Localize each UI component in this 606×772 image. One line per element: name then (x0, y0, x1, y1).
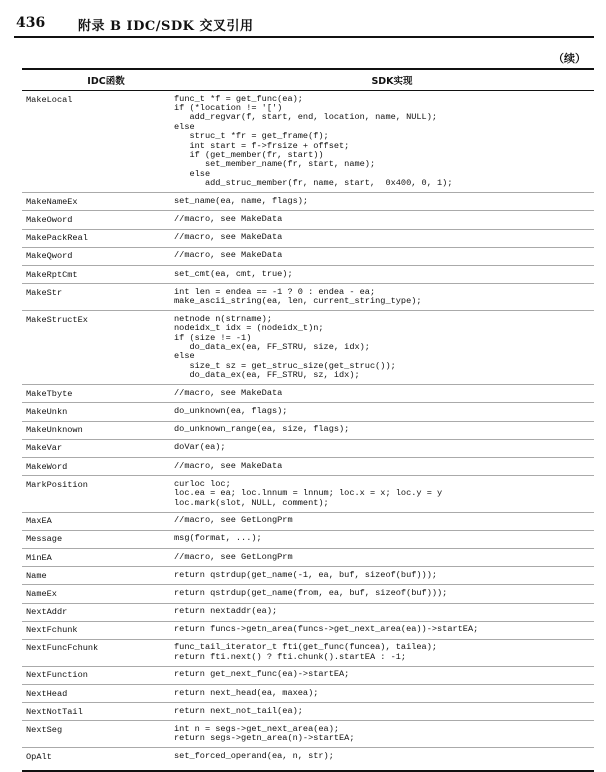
idc-function-name: NextSeg (26, 725, 63, 736)
idc-function-name: MakeWord (26, 461, 68, 472)
idc-function-name: MakeVar (26, 443, 63, 454)
sdk-implementation-code: //macro, see GetLongPrm (174, 515, 293, 526)
idc-function-name: NextFuncFchunk (26, 643, 99, 654)
continued-label: （续） (553, 52, 586, 65)
table-row (22, 403, 594, 421)
sdk-implementation-code: do_unknown_range(ea, size, flags); (174, 424, 350, 435)
page-number: 436 (16, 15, 46, 31)
sdk-implementation-code: set_cmt(ea, cmt, true); (174, 268, 293, 279)
idc-function-name: NextHead (26, 688, 68, 699)
sdk-implementation-code: return get_next_func(ea)->startEA; (174, 669, 350, 680)
idc-function-name: NextFchunk (26, 625, 78, 636)
idc-function-name: MaxEA (26, 516, 52, 527)
table-row (22, 567, 594, 585)
idc-function-name: MakeStructEx (26, 314, 88, 325)
table-body (22, 91, 594, 766)
idc-function-name: MakeTbyte (26, 388, 73, 399)
idc-function-name: MakeOword (26, 215, 73, 226)
sdk-implementation-code: //macro, see MakeData (174, 460, 283, 471)
sdk-implementation-code: int len = endea == -1 ? 0 : endea - ea; make_ascii_string(ea, len, current_string_type); (174, 286, 422, 307)
sdk-implementation-code: curloc loc; loc.ea = ea; loc.lnnum = lnnum; loc.x = x; loc.y = y loc.mark(slot, NULL, comment); (174, 478, 443, 508)
table-row (22, 91, 594, 193)
sdk-implementation-code: return next_not_tail(ea); (174, 705, 303, 716)
sdk-implementation-code: //macro, see MakeData (174, 250, 283, 261)
sdk-implementation-code: netnode n(strname); nodeidx_t idx = (nodeidx_t)n; if (size != -1) do_data_ex(ea, FF_STRU, size, idx); else size_t sz = get_struc_size(get_struc()); do_data_ex(ea, FF_STRU, sz, idx); (174, 313, 396, 381)
table-row (22, 385, 594, 403)
idc-function-name: Message (26, 534, 63, 545)
sdk-implementation-code: func_tail_iterator_t fti(get_func(funcea), tailea); return fti.next() ? fti.chunk().startEA : -1; (174, 642, 438, 662)
running-title: 附录 B IDC/SDK 交叉引用 (78, 19, 254, 34)
sdk-implementation-code: //macro, see MakeData (174, 232, 283, 243)
table-header (22, 70, 594, 90)
sdk-implementation-code: return nextaddr(ea); (174, 606, 278, 617)
sdk-implementation-code: return funcs->getn_area(funcs->get_next_area(ea))->startEA; (174, 624, 479, 635)
idc-function-name: NextFunction (26, 670, 88, 681)
sdk-implementation-code: msg(format, ...); (174, 533, 262, 544)
table-row (22, 193, 594, 211)
table-bottom-rule (22, 770, 594, 772)
sdk-implementation-code: int n = segs->get_next_area(ea); return segs->getn_area(n)->startEA; (174, 724, 355, 744)
table-row (22, 476, 594, 512)
idc-function-name: MakePackReal (26, 233, 88, 244)
table-row (22, 211, 594, 229)
table-row (22, 422, 594, 440)
idc-function-name: MakeStr (26, 287, 63, 298)
idc-function-name: MakeQword (26, 251, 73, 262)
sdk-implementation-code: doVar(ea); (174, 442, 226, 453)
table-row (22, 721, 594, 748)
table-row (22, 685, 594, 703)
sdk-implementation-code: return qstrdup(get_name(from, ea, buf, sizeof(buf))); (174, 587, 448, 598)
idc-function-name: NextAddr (26, 607, 68, 618)
idc-function-name: MakeLocal (26, 94, 73, 105)
table-row (22, 748, 594, 765)
sdk-implementation-code: set_name(ea, name, flags); (174, 195, 309, 206)
table-row (22, 458, 594, 476)
sdk-implementation-code: //macro, see GetLongPrm (174, 551, 293, 562)
idc-function-name: NameEx (26, 588, 57, 599)
table-row (22, 513, 594, 531)
idc-function-name: Name (26, 570, 47, 581)
sdk-implementation-code: return qstrdup(get_name(-1, ea, buf, sizeof(buf))); (174, 569, 438, 580)
table-row (22, 703, 594, 721)
table-row (22, 440, 594, 458)
table-row (22, 266, 594, 284)
idc-function-name: OpAlt (26, 752, 52, 763)
table-row (22, 604, 594, 622)
idc-function-name: MarkPosition (26, 479, 88, 490)
table-row (22, 230, 594, 248)
idc-sdk-table (22, 68, 594, 772)
sdk-implementation-code: //macro, see MakeData (174, 387, 283, 398)
header-rule (14, 36, 594, 38)
table-row (22, 549, 594, 567)
page-header (14, 12, 594, 34)
table-row (22, 284, 594, 311)
idc-function-name: MakeUnknown (26, 425, 83, 436)
table-row (22, 585, 594, 603)
sdk-implementation-code: do_unknown(ea, flags); (174, 406, 288, 416)
table-row (22, 667, 594, 685)
sdk-implementation-code: return next_head(ea, maxea); (174, 687, 319, 698)
idc-function-name: MinEA (26, 552, 52, 563)
idc-function-name: NextNotTail (26, 706, 83, 717)
table-row (22, 640, 594, 667)
sdk-implementation-code: //macro, see MakeData (174, 214, 283, 225)
column-header-idc: IDC函数 (87, 76, 125, 87)
sdk-implementation-code: func_t *f = get_func(ea); if (*location != '[') add_regvar(f, start, end, location, name, NULL); else struc_t *fr = get_frame(f); int start = f->frsize + offset; if (get_member(fr, start)) set_member_name(fr, start, name); else add_struc_member(fr, name, start, 0x400, 0, 1); (174, 93, 453, 189)
idc-function-name: MakeRptCmt (26, 269, 78, 280)
table-row (22, 311, 594, 385)
table-row (22, 531, 594, 549)
idc-function-name: MakeNameEx (26, 196, 78, 207)
table-row (22, 248, 594, 266)
sdk-implementation-code: set_forced_operand(ea, n, str); (174, 751, 334, 762)
column-header-sdk: SDK实现 (371, 76, 413, 87)
table-row (22, 622, 594, 640)
idc-function-name: MakeUnkn (26, 407, 68, 417)
